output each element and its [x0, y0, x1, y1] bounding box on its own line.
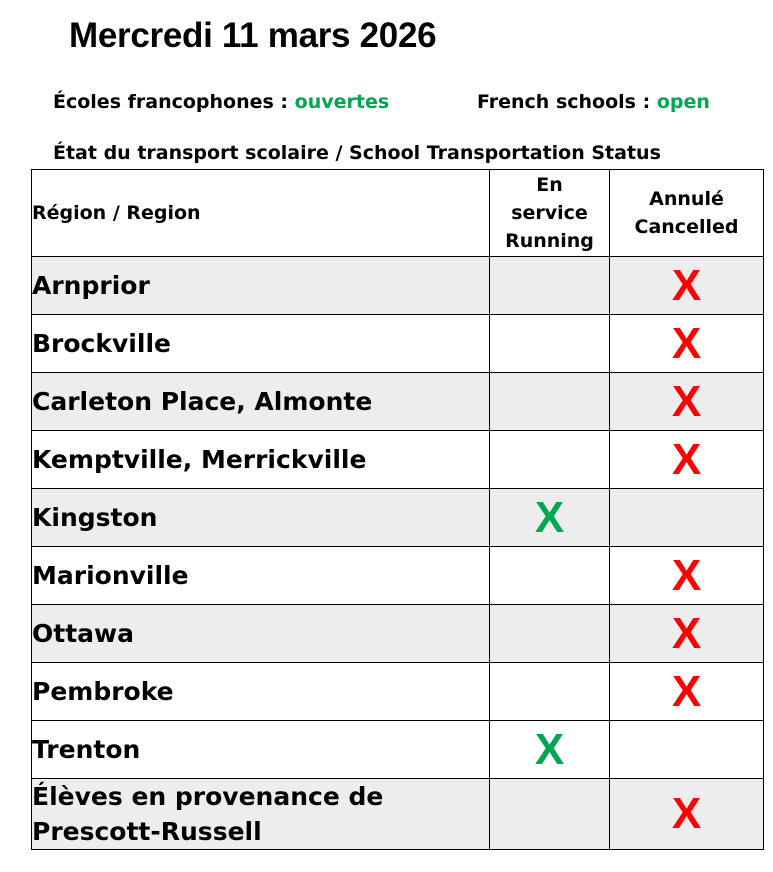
cancelled-mark: X — [610, 431, 764, 489]
status-value-en: open — [656, 91, 710, 113]
region-name: Trenton — [32, 721, 490, 779]
running-mark — [490, 547, 610, 605]
region-name: Ottawa — [32, 605, 490, 663]
header-region: Région / Region — [32, 170, 490, 257]
status-label-fr: Écoles francophones : — [53, 91, 295, 113]
cancelled-mark: X — [610, 547, 764, 605]
running-mark: X — [490, 721, 610, 779]
header-cancelled-line1: Annulé — [649, 188, 724, 210]
region-name: Marionville — [32, 547, 490, 605]
running-mark — [490, 315, 610, 373]
cancelled-mark: X — [610, 779, 764, 850]
table-row — [32, 663, 764, 721]
region-name: Brockville — [32, 315, 490, 373]
region-name: Carleton Place, Almonte — [32, 373, 490, 431]
running-mark — [490, 663, 610, 721]
cancelled-mark — [610, 489, 764, 547]
region-name: Kingston — [32, 489, 490, 547]
table-row — [32, 489, 764, 547]
table-row — [32, 721, 764, 779]
table-row — [32, 547, 764, 605]
running-mark — [490, 373, 610, 431]
table-row — [32, 779, 764, 850]
cancelled-mark — [610, 721, 764, 779]
header-running-line2: service — [511, 202, 588, 224]
region-name: Arnprior — [32, 257, 490, 315]
region-name: Pembroke — [32, 663, 490, 721]
header-running — [490, 170, 610, 257]
running-mark: X — [490, 489, 610, 547]
header-cancelled-line2: Cancelled — [634, 216, 739, 238]
region-name-line1: Élèves en provenance de — [32, 782, 384, 811]
transport-status-table — [31, 169, 764, 850]
running-mark — [490, 257, 610, 315]
french-schools-status-fr — [53, 90, 389, 114]
cancelled-mark: X — [610, 315, 764, 373]
running-mark — [490, 431, 610, 489]
cancelled-mark: X — [610, 605, 764, 663]
table-row — [32, 373, 764, 431]
table-row — [32, 315, 764, 373]
table-row — [32, 605, 764, 663]
table-header-row — [32, 170, 764, 257]
cancelled-mark: X — [610, 373, 764, 431]
running-mark — [490, 605, 610, 663]
running-mark — [490, 779, 610, 850]
page-title: Mercredi 11 mars 2026 — [69, 16, 437, 55]
region-name-line2: Prescott-Russell — [32, 817, 262, 846]
french-schools-status-en — [477, 90, 710, 114]
header-running-line1: En — [536, 174, 563, 196]
header-cancelled — [610, 170, 764, 257]
cancelled-mark: X — [610, 257, 764, 315]
cancelled-mark: X — [610, 663, 764, 721]
status-value-fr: ouvertes — [294, 91, 390, 113]
region-name — [32, 779, 490, 850]
table-subtitle: État du transport scolaire / School Transportation Status — [53, 142, 661, 164]
region-name: Kemptville, Merrickville — [32, 431, 490, 489]
table-row — [32, 257, 764, 315]
status-label-en: French schools : — [477, 91, 657, 113]
table-row — [32, 431, 764, 489]
header-running-line3: Running — [505, 230, 594, 252]
